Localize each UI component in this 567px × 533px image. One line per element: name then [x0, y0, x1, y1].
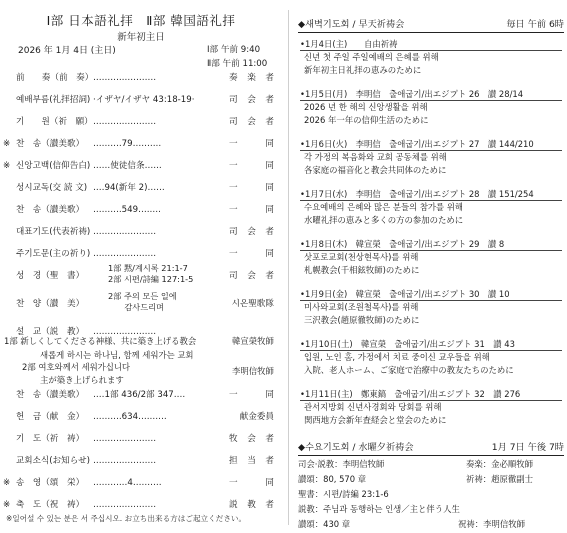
dawn-entry-heading: •1月10日(土) 韓宣榮 출애굽기/出エジプト 31 讃 43	[300, 338, 562, 351]
order-row	[0, 498, 282, 512]
wednesday-detail-right: 祝祷：李明信牧師	[458, 519, 525, 529]
order-item-label: 성 경（聖 書）	[16, 271, 85, 281]
order-item-person: 시온聖歌隊	[231, 299, 274, 309]
dawn-prayer-entry	[300, 338, 562, 376]
order-row	[0, 476, 282, 490]
order-row	[0, 410, 282, 424]
sermon-title-2-japanese: 主が築き上げられます	[40, 375, 124, 385]
order-item-label: 설 교（説 教）	[16, 327, 85, 337]
order-item-label: 찬 송（讃美歌）	[16, 139, 85, 149]
dawn-entry-intention: 三沢教会(趙原徹牧師)のために	[304, 314, 420, 325]
order-row	[0, 225, 282, 239]
order-item-label: 기 원（祈 願）	[16, 117, 93, 127]
order-item-label: 기 도（祈 祷）	[16, 434, 85, 444]
dawn-entry-intention: 관서지방회 신년사경회와 당회를 위해	[304, 402, 442, 413]
dawn-prayer-entry	[300, 138, 562, 176]
dawn-entry-intention: 各家庭の福音化と教会共同体のために	[304, 164, 447, 175]
order-item-person: 司会者	[229, 227, 274, 237]
order-item-label: 교회소식(お知らせ)	[16, 456, 91, 466]
dawn-prayer-entry	[300, 88, 562, 126]
dawn-entry-heading: •1月5日(月) 李明信 출애굽기/出エジプト 26 讃 28/14	[300, 88, 562, 101]
order-item-label: 신앙고백(信仰告白)	[16, 161, 91, 171]
order-item-person: 一 同	[229, 205, 274, 215]
wednesday-detail-right: 奏楽：金必順牧師	[466, 459, 533, 469]
dawn-entry-heading: •1月11日(主) 鄭東鎬 출애굽기/出エジプト 32 讃 276	[300, 388, 562, 401]
order-row	[0, 388, 282, 402]
dawn-entry-intention: 입원, 노인 홈, 가정에서 치료 중이신 교우들을 위해	[304, 352, 490, 363]
order-item-person: 一 同	[229, 478, 274, 488]
order-item-content: ‥‥‥使徒信条‥‥‥	[93, 161, 162, 171]
dawn-prayer-entry	[300, 388, 562, 426]
dawn-entry-intention: 삿포로교회(천상현목사)를 위해	[304, 252, 419, 263]
dawn-entry-intention: 入院、老人ホーム、ご家庭で治療中の教友たちのために	[304, 364, 514, 375]
dawn-entry-intention: 関西地方会新年査経会と堂会のために	[304, 414, 447, 425]
order-row	[0, 263, 282, 284]
order-item-content: ‥‥‥‥‥‥‥‥‥‥‥	[93, 73, 157, 83]
dawn-prayer-title: ◆새벽기도회 / 早天祈祷会	[298, 19, 405, 30]
order-item-label: 예배부름(礼拝招詞)	[16, 95, 91, 105]
order-row	[0, 137, 282, 151]
order-item-person: 一 同	[229, 390, 274, 400]
service-time-1: Ⅰ部 午前 9:40	[207, 45, 261, 55]
order-item-label: 축 도（祝 祷）	[16, 500, 85, 510]
order-item-content: ‥‥‥‥‥‥‥‥‥‥‥	[93, 249, 157, 259]
dawn-prayer-entry	[300, 288, 562, 326]
order-item-content: ‥‥94(新年 2)‥‥‥	[93, 183, 165, 193]
order-row	[0, 291, 282, 312]
sermon-title-1-korean: 새롭게 하시는 하나님, 함께 세워가는 교회	[40, 350, 194, 360]
order-item-label: 前 奏（前 奏）	[16, 73, 94, 83]
dawn-prayer-header	[298, 16, 564, 33]
wednesday-detail-left: 聖書：시편/詩編 23:1-6	[298, 489, 389, 499]
order-item-person: 献金委員	[239, 412, 274, 422]
order-item-label: 찬 송（讃美歌）	[16, 205, 85, 215]
dawn-entry-intention: 각 가정의 복음화와 교회 공동체를 위해	[304, 152, 447, 163]
wednesday-prayer-header	[298, 439, 564, 456]
order-row	[0, 71, 282, 85]
wednesday-detail-right: 祈祷：趙原徹副士	[466, 474, 533, 484]
sermon-speaker-1: 韓宣榮牧師	[232, 336, 274, 346]
order-item-content: ‥‥‥‥‥‥‥‥‥‥‥	[93, 327, 157, 337]
order-item-content: ‥‥‥‥‥‥‥‥‥‥‥	[93, 227, 157, 237]
order-item-person: 司会者	[229, 271, 274, 281]
standing-mark: ※	[3, 161, 11, 171]
dawn-entry-heading: •1月7日(水) 李明信 출애굽기/出エジプト 28 讃 151/254	[300, 188, 562, 201]
wednesday-detail-left: 讃頌：430 章	[298, 519, 351, 529]
order-item-content: 1部 黙/계시록 21:1-7 2部 시편/詩編 127:1-5	[108, 263, 194, 284]
order-item-content: ‥‥‥‥‥‥‥‥‥‥‥	[93, 434, 157, 444]
order-item-content: ‥‥‥‥‥549‥‥‥‥	[93, 205, 162, 215]
standing-note: ※일어설 수 있는 분은 서 주십시오. お立ち出来る方はご起立ください。	[6, 514, 247, 523]
order-row	[0, 203, 282, 217]
dawn-prayer-entry	[300, 38, 562, 76]
order-item-content: ‥‥‥‥‥‥‥‥‥‥‥	[93, 500, 157, 510]
wednesday-detail-line	[298, 503, 562, 516]
dawn-entry-heading: •1月9日(金) 韓宣榮 출애굽기/出エジプト 30 讃 10	[300, 288, 562, 301]
order-item-person: 牧会者	[229, 434, 274, 444]
order-item-label: 헌 금（献 金）	[16, 412, 85, 422]
dawn-entry-intention: 2026 年一年の信仰生活のために	[304, 114, 429, 125]
wednesday-detail-left: 司会·説教：李明信牧師	[298, 459, 385, 469]
standing-mark: ※	[3, 478, 11, 488]
worship-title: Ⅰ部 日本語礼拝 Ⅱ部 韓国語礼拝	[46, 13, 236, 28]
order-item-content: ‥‥‥‥‥‥4‥‥‥‥‥	[93, 478, 162, 488]
column-divider	[288, 10, 289, 525]
order-item-content: ‥‥‥‥‥‥‥‥‥‥‥	[93, 456, 157, 466]
dawn-entry-intention: 札幌教会(千相鉉牧師)のために	[304, 264, 420, 275]
dawn-entry-intention: 미사와교회(조원철목사)를 위해	[304, 302, 419, 313]
order-item-label: 찬 송（讃美歌）	[16, 390, 85, 400]
order-item-label: 성시교독(交 読 文)	[16, 183, 88, 193]
order-item-content: 2部 주의 모든 일에 감사드리며	[108, 291, 177, 312]
order-row	[0, 454, 282, 468]
dawn-entry-heading: •1月6日(火) 李明信 출애굽기/出エジプト 27 讃 144/210	[300, 138, 562, 151]
order-item-content: ‥‥‥‥‥‥‥‥‥‥‥	[93, 117, 157, 127]
order-row	[0, 432, 282, 446]
order-item-content: ‥‥1部 436/2部 347‥‥	[93, 390, 186, 400]
wednesday-prayer-title: ◆수요기도회 / 水曜夕祈祷会	[298, 442, 414, 453]
sermon-title-2: 2部 여호와께서 세워가십니다 李明信牧師	[22, 362, 274, 376]
dawn-entry-intention: 신년 첫 주일 주일예배의 은혜를 위해	[304, 52, 439, 63]
dawn-entry-heading: •1月8日(木) 韓宣榮 출애굽기/出エジプト 29 讃 8	[300, 238, 562, 251]
dawn-prayer-schedule: 毎日 午前 6時	[506, 19, 564, 30]
order-row	[0, 93, 282, 107]
dawn-prayer-entry	[300, 238, 562, 276]
wednesday-detail-line	[298, 518, 562, 531]
order-item-person: 一 同	[229, 183, 274, 193]
order-item-label: 대표기도(代表祈祷)	[16, 227, 91, 237]
sermon-title-1: 1部 新しくしてくださる神様、共に築き上げる教会 韓宣榮牧師	[4, 336, 274, 346]
order-item-label: 송 영（頌 栄）	[16, 478, 85, 488]
worship-subtitle: 新年初主日	[117, 32, 165, 43]
dawn-entry-intention: 2026 년 한 해의 신앙생활을 위해	[304, 102, 428, 113]
order-item-person: 一 同	[229, 161, 274, 171]
order-item-content: ‥‥‥‥‥79‥‥‥‥‥	[93, 139, 162, 149]
order-item-content: ·イザヤ/イザヤ 43:18-19·	[93, 95, 195, 105]
order-item-person: 司会者	[229, 95, 274, 105]
wednesday-detail-line	[298, 473, 562, 486]
wednesday-detail-line	[298, 488, 562, 501]
order-item-label: 찬 양（讃 美）	[16, 299, 85, 309]
order-item-person: 奏楽者	[229, 73, 274, 83]
order-item-person: 一 同	[229, 139, 274, 149]
order-row	[0, 247, 282, 261]
order-item-label: 주기도문(主の祈り)	[16, 249, 91, 259]
dawn-entry-intention: 新年初主日礼拝の恵みのために	[304, 64, 422, 75]
order-item-content: ‥‥‥‥‥634‥‥‥‥‥	[93, 412, 167, 422]
order-row	[0, 115, 282, 129]
wednesday-detail-line	[298, 458, 562, 471]
dawn-entry-intention: 수요예배의 은혜와 많은 분들의 참가를 위해	[304, 202, 463, 213]
dawn-prayer-entry	[300, 188, 562, 226]
wednesday-detail-left: 讃頌：80, 570 章	[298, 474, 367, 484]
sermon-speaker-2: 李明信牧師	[232, 366, 274, 376]
wednesday-detail-left: 説教：주님과 동행하는 인생／主と伴う人生	[298, 504, 460, 514]
wednesday-prayer-schedule: 1月 7日 午後 7時	[491, 442, 564, 453]
dawn-entry-intention: 水曜礼拝の恵みと多くの方の参加のために	[304, 214, 464, 225]
order-row	[0, 159, 282, 173]
order-item-person: 一 同	[229, 249, 274, 259]
order-item-person: 司会者	[229, 117, 274, 127]
dawn-entry-heading: •1月4日(主) 自由祈祷	[300, 38, 562, 51]
order-row	[0, 181, 282, 195]
service-time-2: Ⅱ部 午前 11:00	[207, 59, 268, 69]
order-item-person: 説教者	[229, 500, 274, 510]
standing-mark: ※	[3, 500, 11, 510]
order-item-person: 担当者	[229, 456, 274, 466]
worship-date: 2026 年 1月 4日 (主日)	[18, 46, 116, 56]
standing-mark: ※	[3, 139, 11, 149]
